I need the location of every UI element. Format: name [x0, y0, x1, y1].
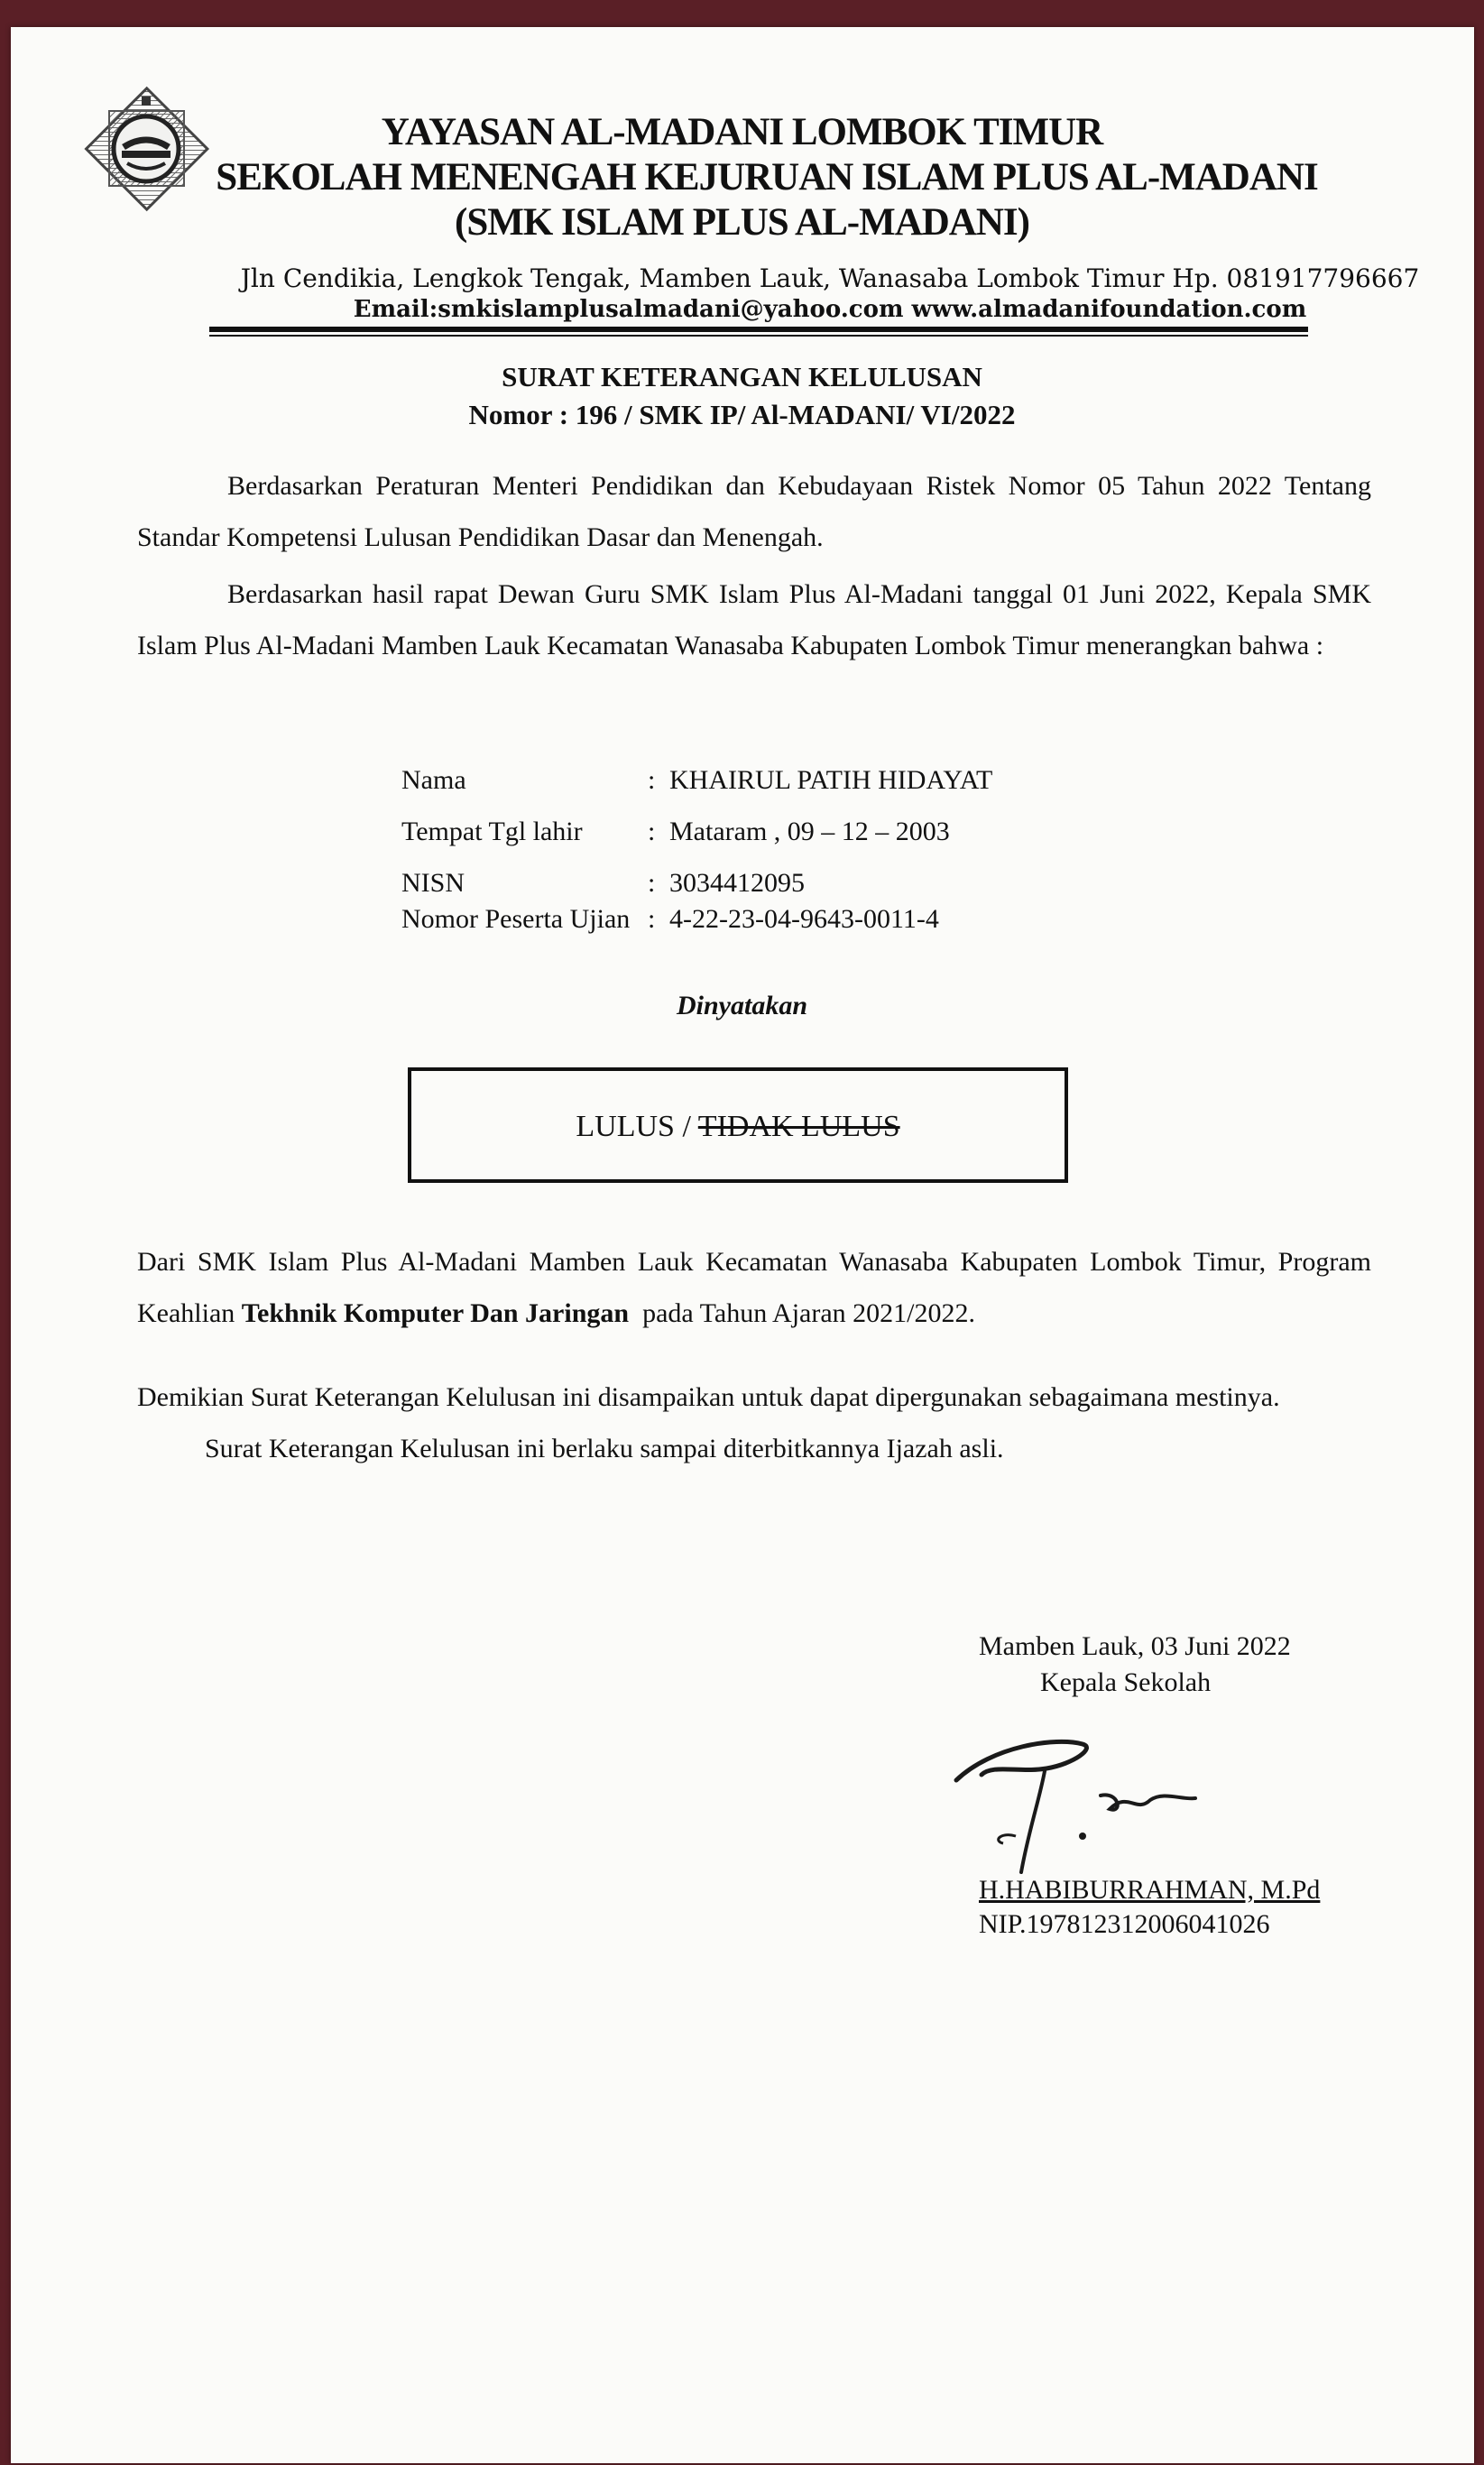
signatory-nip: NIP.197812312006041026: [979, 1909, 1270, 1939]
field-colon: :: [648, 868, 656, 898]
school-full-name: SEKOLAH MENENGAH KEJURUAN ISLAM PLUS AL-MADANI: [216, 156, 1318, 198]
field-colon: :: [648, 765, 656, 795]
paragraph-regulation: Berdasarkan Peraturan Menteri Pendidikan dan Kebudayaan Ristek Nomor 05 Tahun 2022 Tentang Standar Kompetensi Lulusan Pendidikan Dasar dan Menengah.: [137, 471, 1371, 552]
paragraph-program: [137, 1236, 1371, 1339]
field-label-birth: Tempat Tgl lahir: [401, 817, 583, 846]
field-label-exam-number: Nomor Peserta Ujian: [401, 904, 631, 934]
closing-line-1: Demikian Surat Keterangan Kelulusan ini disampaikan untuk dapat dipergunakan sebagaimana mestinya.: [137, 1382, 1280, 1412]
field-colon: :: [648, 904, 656, 934]
header-divider-thick: [209, 327, 1308, 332]
place-date: Mamben Lauk, 03 Juni 2022: [979, 1631, 1291, 1661]
declared-label: Dinyatakan: [676, 991, 808, 1020]
header-divider-thin: [209, 335, 1308, 337]
field-value-exam-number: 4-22-23-04-9643-0011-4: [669, 904, 939, 934]
result-text: [408, 1110, 1068, 1144]
result-pass: LULUS: [576, 1110, 675, 1143]
field-value-name: KHAIRUL PATIH HIDAYAT: [669, 765, 993, 795]
field-value-birth: Mataram , 09 – 12 – 2003: [669, 817, 950, 846]
field-value-nisn: 3034412095: [669, 868, 805, 898]
paragraph-closing: [137, 1371, 1371, 1474]
signatory-position: Kepala Sekolah: [1040, 1667, 1212, 1697]
program-text-end: pada Tahun Ajaran 2021/2022.: [629, 1298, 976, 1328]
signatory-name: H.HABIBURRAHMAN, M.Pd: [979, 1875, 1321, 1905]
handwritten-signature: [938, 1728, 1236, 1890]
letter-number: Nomor : 196 / SMK IP/ Al-MADANI/ VI/2022: [468, 399, 1016, 430]
field-label-name: Nama: [401, 765, 466, 795]
letter-title: SURAT KETERANGAN KELULUSAN: [502, 361, 982, 392]
school-address: Jln Cendikia, Lengkok Tengak, Mamben Lauk, Wanasaba Lombok Timur Hp. 081917796667: [240, 263, 1420, 293]
result-separator: /: [674, 1110, 698, 1143]
school-contact: Email:smkislamplusalmadani@yahoo.com www.almadanifoundation.com: [353, 296, 1307, 323]
field-label-nisn: NISN: [401, 868, 465, 898]
closing-line-2: Surat Keterangan Kelulusan ini berlaku sampai diterbitkannya Ijazah asli.: [205, 1434, 1004, 1463]
paragraph-meeting: Berdasarkan hasil rapat Dewan Guru SMK Islam Plus Al-Madani tanggal 01 Juni 2022, Kepala SMK Islam Plus Al-Madani Mamben Lauk Kecamatan Wanasaba Kabupaten Lombok Timur menerangkan bahwa :: [137, 579, 1371, 660]
result-fail-struck: TIDAK LULUS: [697, 1110, 900, 1143]
field-colon: :: [648, 817, 656, 846]
school-short-name: (SMK ISLAM PLUS AL-MADANI): [455, 201, 1029, 244]
program-text-start: Dari SMK Islam Plus Al-Madani Mamben Lauk Kecamatan Wanasaba Kabupaten Lombok Timur, Program Keahlian: [137, 1247, 1371, 1328]
program-name: Tekhnik Komputer Dan Jaringan: [241, 1298, 630, 1328]
foundation-name: YAYASAN AL-MADANI LOMBOK TIMUR: [381, 111, 1103, 153]
